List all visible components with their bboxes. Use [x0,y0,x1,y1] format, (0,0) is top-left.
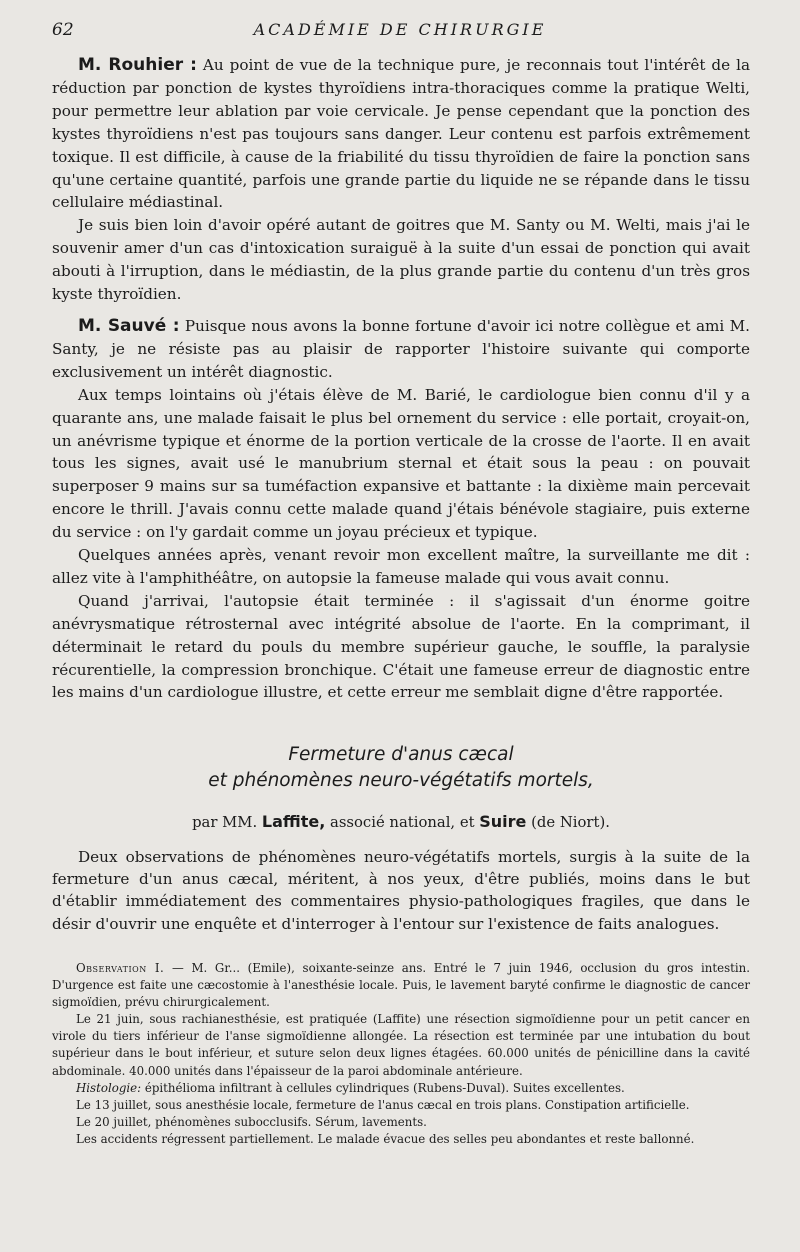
observation-paragraph-4: Le 13 juillet, sous anesthésie locale, fermeture de l'anus cæcal en trois plans. Constipation artificielle. [76,1097,690,1112]
article-byline [52,812,750,831]
intro-paragraph: Deux observations de phénomènes neuro-végétatifs mortels, surgis à la suite de la fermeture d'un anus cæcal, méritent, à nos yeux, d'être publiés, moins dans le but d'établir immédiatement des commentaires physio-pathologiques fragiles, que dans le désir d'ouvrir une enquête et d'interroger à l'entour sur l'existence de faits analogues. [52,848,750,933]
byline-prefix: par MM. [192,814,258,831]
discussion-section [52,54,750,704]
rouhier-paragraph-2: Je suis bien loin d'avoir opéré autant de goitres que M. Santy ou M. Welti, mais j'ai le souvenir amer d'un cas d'intoxication suraiguë à la suite d'un essai de ponction qui avait abouti à l'irruption, dans le médiastin, de la plus grande partie du contenu d'un très gros kyste thyroïdien. [52,216,750,304]
sauve-paragraph-4: Quand j'arrivai, l'autopsie était terminée : il s'agissait d'un énorme goitre anévrysmatique rétrosternal avec intégrité absolue de l'aorte. En la comprimant, il déterminait le retard du pouls du membre supérieur gauche, le souffle, la paralysie récurentielle, la compression bronchique. C'était une fameuse erreur de diagnostic entre les mains d'un cardiologue illustre, et cette erreur me semblait digne d'être rapportée. [52,591,750,702]
observation-paragraph-6: Les accidents régressent partiellement. Le malade évacue des selles peu abondantes et reste ballonné. [76,1131,695,1146]
speaker-sauve: M. Sauvé : [78,315,180,336]
author-laffite: Laffite, [261,812,326,831]
page-header [52,20,748,46]
histology-label: Histologie: [76,1080,142,1095]
sauve-text-1: Puisque nous avons la bonne fortune d'avoir ici notre collègue et ami M. Santy, je ne résiste pas au plaisir de rapporter l'histoire suivante qui comporte exclusivement un intérêt diagnostic. [52,316,750,381]
article-title-line-1: Fermeture d'anus cæcal [288,744,514,765]
rouhier-paragraph-1 [52,54,750,214]
sauve-paragraph-3: Quelques années après, venant revoir mon excellent maître, la surveillante me dit : allez vite à l'amphithéâtre, on autopsie la fameuse malade qui vous avait connu. [52,546,750,587]
observation-paragraph-3 [52,1080,750,1097]
author-laffite-role: associé national, et [330,814,475,831]
sauve-paragraph-1 [52,315,750,384]
author-suire-place: (de Niort). [531,814,610,831]
running-title: ACADÉMIE DE CHIRURGIE [253,20,547,39]
article-heading [52,742,750,831]
article-title-line-2: et phénomènes neuro-végétatifs mortels, [208,770,594,791]
observation-paragraph-5: Le 20 juillet, phénomènes subocclusifs. Sérum, lavements. [76,1114,427,1129]
observation-section [52,960,750,1148]
observation-label: Observation I. [76,961,165,975]
observation-paragraph-1 [52,960,750,1011]
histology-text: épithélioma infiltrant à cellules cylindriques (Rubens-Duval). Suites excellentes. [144,1080,625,1095]
sauve-paragraph-2: Aux temps lointains où j'étais élève de M. Barié, le cardiologue bien connu d'il y a quarante ans, une malade faisait le plus bel ornement du service : elle portait, croyait-on, un anévrisme typique et énorme de la portion verticale de la crosse de l'aorte. Il en avait tous les signes, avait usé le manubrium sternal et était sous la peau : on pouvait superposer 9 mains sur sa tuméfaction expansive et battante : la dixième main percevait encore le thrill. J'avais connu cette malade quand j'étais bénévole stagiaire, puis externe du service : on l'y gardait comme un joyau précieux et typique. [52,385,750,542]
rouhier-text-1: Au point de vue de la technique pure, je reconnais tout l'intérêt de la réduction par ponction de kystes thyroïdiens intra-thoraciques comme la pratique Welti, pour permettre leur ablation par voie cervicale. Je pense cependant que la ponction des kystes thyroïdiens n'est pas toujours sans danger. Leur contenu est parfois extrêmement toxique. Il est difficile, à cause de la friabilité du tissu thyroïdien de faire la ponction sans qu'une certaine quantité, parfois une grande partie du liquide ne se répande dans le tissu cellulaire médiastinal. [52,56,750,212]
article-introduction [52,846,750,935]
speaker-rouhier: M. Rouhier : [78,55,197,75]
observation-paragraph-2: Le 21 juin, sous rachianesthésie, est pratiquée (Laffite) une résection sigmoïdienne pour un petit cancer en virole du tiers inférieur de l'anse sigmoïdienne allongée. La résection est terminée par une intubation du bout supérieur dans le bout inférieur, et suture selon deux lignes étagées. 60.000 unités de pénicilline dans la cavité abdominale. 40.000 unités dans l'épaisseur de la paroi abdominale antérieure. [52,1012,750,1078]
observation-text-1: — M. Gr... (Emile), soixante-seinze ans. Entré le 7 juin 1946, occlusion du gros intestin. D'urgence est faite une cæcostomie à l'anesthésie locale. Puis, le lavement baryté confirme le diagnostic de cancer sigmoïdien, prévu chirurgicalement. [52,961,751,1010]
author-suire: Suire [479,812,527,831]
page-number: 62 [52,20,74,40]
